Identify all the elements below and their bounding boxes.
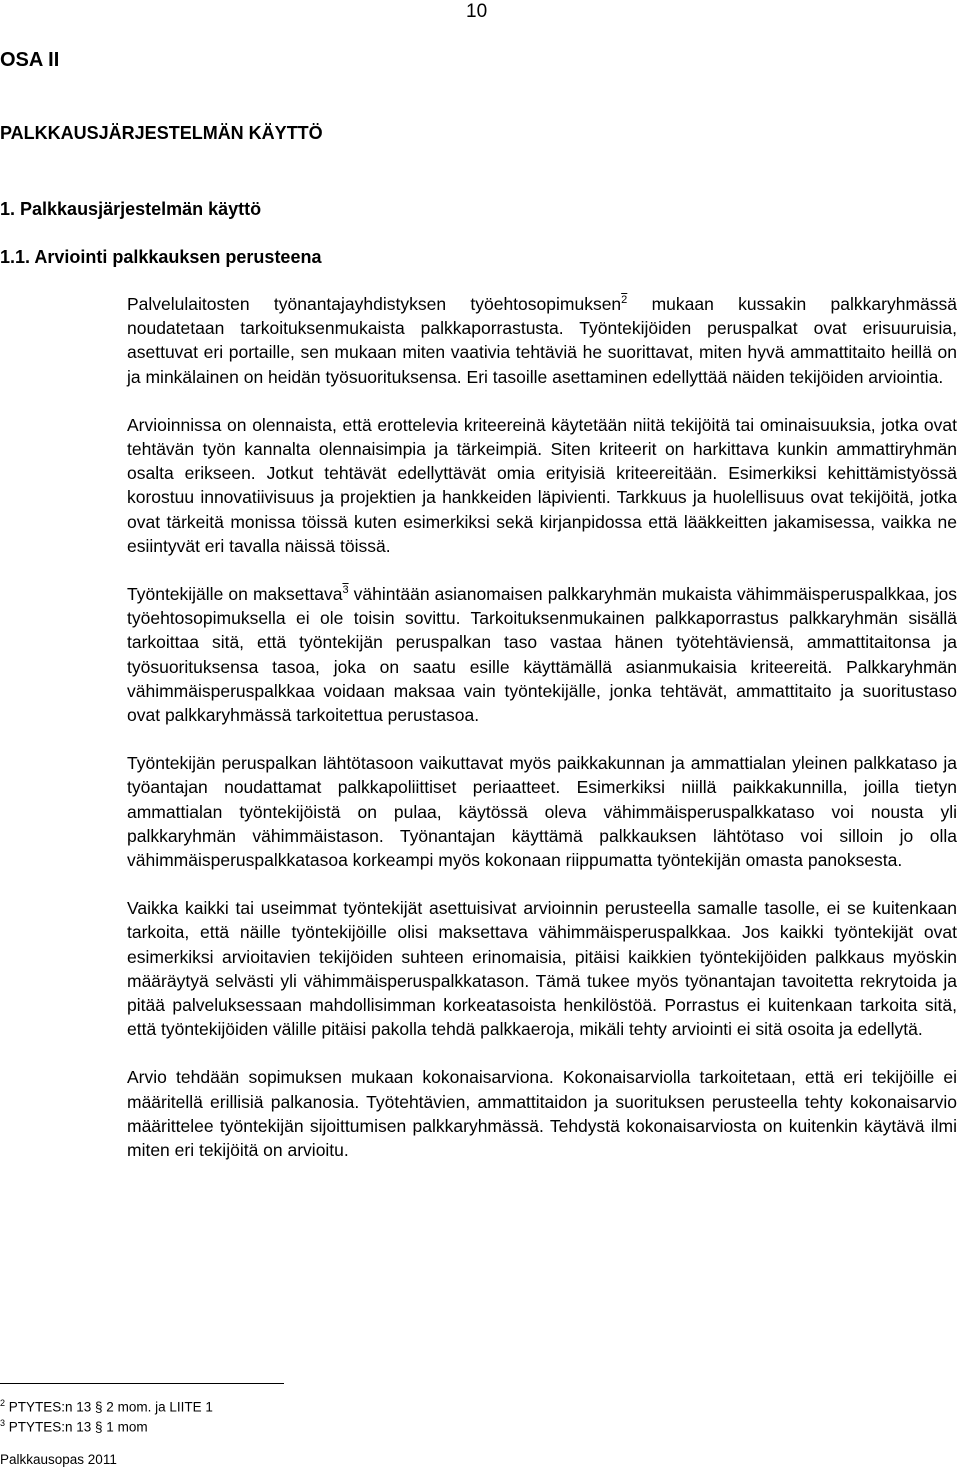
paragraph-1-text-a: Palvelulaitosten työnantajayhdistyksen työehtosopimuksen xyxy=(127,294,622,314)
paragraph-5: Vaikka kaikki tai useimmat työntekijät asettuisivat arvioinnin perusteella samalle tasolle, ei se kuitenkaan tarkoita, että näille työntekijöille olisi maksettava vähimmäisperuspalkkaa. Jos kaikki työntekijät ovat esimerkiksi arvioitavien tekijöiden suhteen erinomaisia, pitäisi kaikkien työntekijöiden palkkaus myöskin määräytyä selvästi yli vähimmäisperuspalkkatason. Tämä tukee myös työnantajan tavoitetta rekrytoida ja pitää palveluksessaan mahdollisimman korkeatasoista henkilöstöä. Porrastus ei kuitenkaan tarkoita sitä, että työntekijöiden välille pitäisi pakolla tehdä palkkaeroja, mikäli tehty arviointi ei sitä osoita ja edellytä. xyxy=(127,898,957,1040)
chapter-heading: 1. Palkkausjärjestelmän käyttö xyxy=(0,199,262,219)
footnote-ref-2: 2 xyxy=(621,294,628,307)
footnote-2-text: PTYTES:n 13 § 2 mom. ja LIITE 1 xyxy=(5,1399,213,1415)
footnote-2 xyxy=(0,1395,213,1416)
paragraph-2: Arvioinnissa on olennaista, että erottelevia kriteereinä käytetään niitä tekijöitä tai ominaisuuksia, jotka ovat tehtävän työn kannalta olennaisimpia ja tärkeimpiä. Siten kriteerit on harkittava kunkin ammattiryhmän osalta erikseen. Jotkut tehtävät edellyttävät omia erityisiä kriteereitään. Esimerkiksi kehittämistyössä korostuu innovatiivisuus ja projektien ja hankkeiden läpivienti. Tarkkuus ja huolellisuus ovat tekijöitä, jotka ovat tärkeitä monissa töissä kuten esimerkiksi sekä kirjanpidossa että lääkkeitten jakamisessa, vaikka ne esiintyvät eri tavalla näissä töissä. xyxy=(127,414,957,556)
paragraph-3-text-b: vähintään asianomaisen palkkaryhmän mukaista vähimmäisperuspalkkaa, jos työehtosopimuksella ei ole toisin sovittu. Tarkoituksenmukainen palkkaporrastus palkkaryhmän sisällä tarkoittaa sitä, että työntekijän peruspalkan taso vastaa hänen työtehtäviensä, ammattitaitonsa ja työsuorituksensa tasoa, joka on saatu esille käyttämällä asianmukaisia kriteereitä. Palkkaryhmän vähimmäisperuspalkkaa voidaan maksaa vain työntekijälle, jonka tehtävät, ammattitaito ja suoritustaso ovat palkkaryhmässä tarkoitettua perustasoa. xyxy=(127,584,957,726)
footnote-separator xyxy=(0,1383,284,1384)
body-text xyxy=(127,292,957,1186)
footnote-2-marker: 2 xyxy=(0,1398,6,1408)
footnote-3 xyxy=(0,1415,148,1436)
paragraph-6: Arvio tehdään sopimuksen mukaan kokonaisarviona. Kokonaisarviolla tarkoitetaan, että eri tekijöille ei määritellä erillisiä palkanosia. Työtehtävien, ammattitaidon ja suorituksen perusteella tehty kokonaisarvio määrittelee työntekijän sijoittumisen palkkaryhmässä. Tehdystä kokonaisarviosta on kuitenkin käytävä ilmi miten eri tekijöitä on arvioitu. xyxy=(127,1067,957,1161)
paragraph-4: Työntekijän peruspalkan lähtötasoon vaikuttavat myös paikkakunnan ja ammattialan yleinen palkkataso ja työantajan noudattamat palkkapoliittiset periaatteet. Esimerkiksi niillä paikkakunnilla, joilla tietyn ammattialan työntekijöistä on pulaa, käytössä oleva vähimmäisperuspalkkataso voi nousta yli palkkaryhmän vähimmäistason. Työnantajan käyttämä palkkauksen lähtötaso voi silloin jo olla vähimmäisperuspalkkatasoa korkeampi myös kokonaan riippumatta työntekijän omasta panoksesta. xyxy=(127,753,957,871)
part-heading: OSA II xyxy=(0,49,60,71)
footnote-ref-3: 3 xyxy=(342,584,349,597)
footnote-3-marker: 3 xyxy=(0,1418,6,1428)
paragraph-3 xyxy=(127,582,957,727)
page-number: 10 xyxy=(466,1,488,22)
footnote-3-text: PTYTES:n 13 § 1 mom xyxy=(5,1419,148,1435)
section-heading: PALKKAUSJÄRJESTELMÄN KÄYTTÖ xyxy=(0,123,323,143)
subchapter-heading: 1.1. Arviointi palkkauksen perusteena xyxy=(0,247,322,267)
page-footer: Palkkausopas 2011 xyxy=(0,1452,117,1467)
paragraph-3-text-a: Työntekijälle on maksettava xyxy=(127,584,343,605)
paragraph-1-text-b: mukaan kussakin palkkaryhmässä noudatetaan tarkoituksenmukaista palkkaporrastusta. Työntekijöiden peruspalkat ovat erisuuruisia, asettuvat eri portaille, sen mukaan miten vaativia tehtäviä he suorittavat, miten hyvä ammattitaito heillä on ja minkälainen on heidän työsuorituksensa. Eri tasoille asettaminen edellyttää näiden tekijöiden arviointia. xyxy=(127,294,957,387)
paragraph-1 xyxy=(127,292,957,389)
